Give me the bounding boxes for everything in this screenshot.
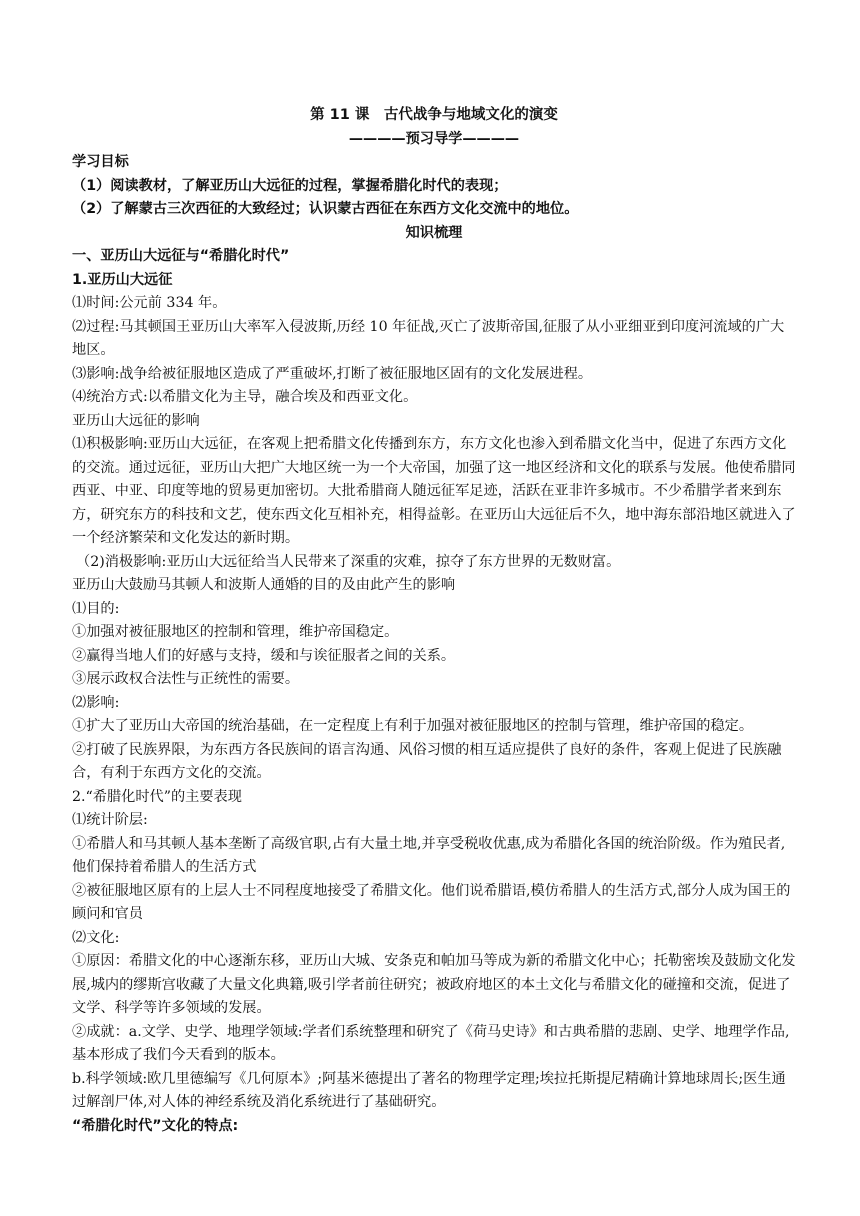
document-page — [72, 104, 796, 1138]
text-line: ⑴积极影响:亚历山大远征，在客观上把希腊文化传播到东方，东方文化也渗入到希腊文化当中，促进了东西方文化的交流。通过远征，亚历山大把广大地区统一为一个大帝国，加强了这一地区经济和文化的联系与发展。他使希腊同西亚、中亚、印度等地的贸易更加密切。大批希腊商人随远征军足迹，活跃在亚非许多城市。不少希腊学者来到东方，研究东方的科技和文艺，使东西文化互相补充，相得益彰。在亚历山大远征后不久，地中海东部沿地区就进入了一个经济繁荣和文化发达的新时期。 — [72, 436, 796, 546]
text-line: ②赢得当地人们的好感与支持，缓和与诶征服者之间的关系。 — [72, 647, 456, 664]
text-line: ⑵文化: — [72, 929, 120, 946]
text-line: ①原因：希腊文化的中心逐渐东移，亚历山大城、安条克和帕加马等成为新的希腊文化中心；托勒密埃及鼓励文化发展,城内的缪斯宫收藏了大量文化典籍,吸引学者前往研究；被政府地区的本土文化与希腊文化的碰撞和交流，促进了文学、科学等许多领域的发展。 — [72, 953, 796, 1016]
text-line: 亚历山大远征的影响 — [72, 412, 200, 429]
lesson-title: 第 11 课 古代战争与地域文化的演变 — [310, 107, 558, 123]
text-line: ①希腊人和马其顿人基本垄断了高级官职,占有大量土地,并享受税收优惠,成为希腊化各国的统治阶级。作为殖民者,他们保持着希腊人的生活方式 — [72, 835, 786, 875]
final-heading: “希腊化时代”文化的特点: — [72, 1117, 239, 1134]
text-line: b.科学领域:欧几里德编写《几何原本》;阿基米德提出了著名的物理学定理;埃拉托斯提尼精确计算地球周长;医生通过解剖尸体,对人体的神经系统及消化系统进行了基础研究。 — [72, 1070, 786, 1110]
text-line: ⑴目的: — [72, 600, 120, 617]
knowledge-heading: 知识梳理 — [405, 224, 463, 241]
subsection-heading: 1.亚历山大远征 — [72, 271, 173, 288]
text-line: ②成就：a.文学、史学、地理学领域:学者们系统整理和研究了《荷马史诗》和古典希腊的悲剧、史学、地理学作品,基本形成了我们今天看到的版本。 — [72, 1023, 790, 1063]
text-line: ⑴时间:公元前 334 年。 — [72, 295, 227, 311]
goal-item: （2）了解蒙古三次西征的大致经过；认识蒙古西征在东西方文化交流中的地位。 — [72, 201, 579, 217]
section-heading: 一、亚历山大远征与“希腊化时代” — [72, 248, 290, 264]
text-line: 亚历山大鼓励马其顿人和波斯人通婚的目的及由此产生的影响 — [72, 577, 456, 593]
text-line: ⑵过程:马其顿国王亚历山大率军入侵波斯,历经 10 年征战,灭亡了波斯帝国,征服了从小亚细亚到印度河流域的广大地区。 — [72, 318, 785, 358]
text-line: ②被征服地区原有的上层人士不同程度地接受了希腊文化。他们说希腊语,模仿希腊人的生活方式,部分人成为国王的顾问和官员 — [72, 882, 791, 922]
text-line: ③展示政权合法性与正统性的需要。 — [72, 671, 300, 687]
text-line: ⑶影响:战争给被征服地区造成了严重破坏,打断了被征服地区固有的文化发展进程。 — [72, 365, 593, 382]
text-line: ①加强对被征服地区的控制和管理，维护帝国稳定。 — [72, 624, 399, 640]
text-line: ①扩大了亚历山大帝国的统治基础，在一定程度上有利于加强对被征服地区的控制与管理，维护帝国的稳定。 — [72, 718, 754, 734]
text-line: ⑴统计阶层: — [72, 812, 148, 828]
text-line: ⑷统治方式:以希腊文化为主导，融合埃及和西亚文化。 — [72, 389, 418, 405]
subsection-heading: 2.“希腊化时代”的主要表现 — [72, 788, 242, 805]
goals-heading: 学习目标 — [72, 154, 129, 170]
text-line: （2)消极影响:亚历山大远征给当人民带来了深重的灾难，掠夺了东方世界的无数财富。 — [76, 553, 621, 570]
text-line: ②打破了民族界限，为东西方各民族间的语言沟通、风俗习惯的相互适应提供了良好的条件，客观上促进了民族融合，有利于东西方文化的交流。 — [72, 741, 782, 781]
goal-item: （1）阅读教材，了解亚历山大远征的过程，掌握希腊化时代的表现； — [72, 177, 508, 194]
lesson-subtitle: ————预习导学———— — [348, 130, 520, 147]
text-line: ⑵影响: — [72, 694, 120, 711]
